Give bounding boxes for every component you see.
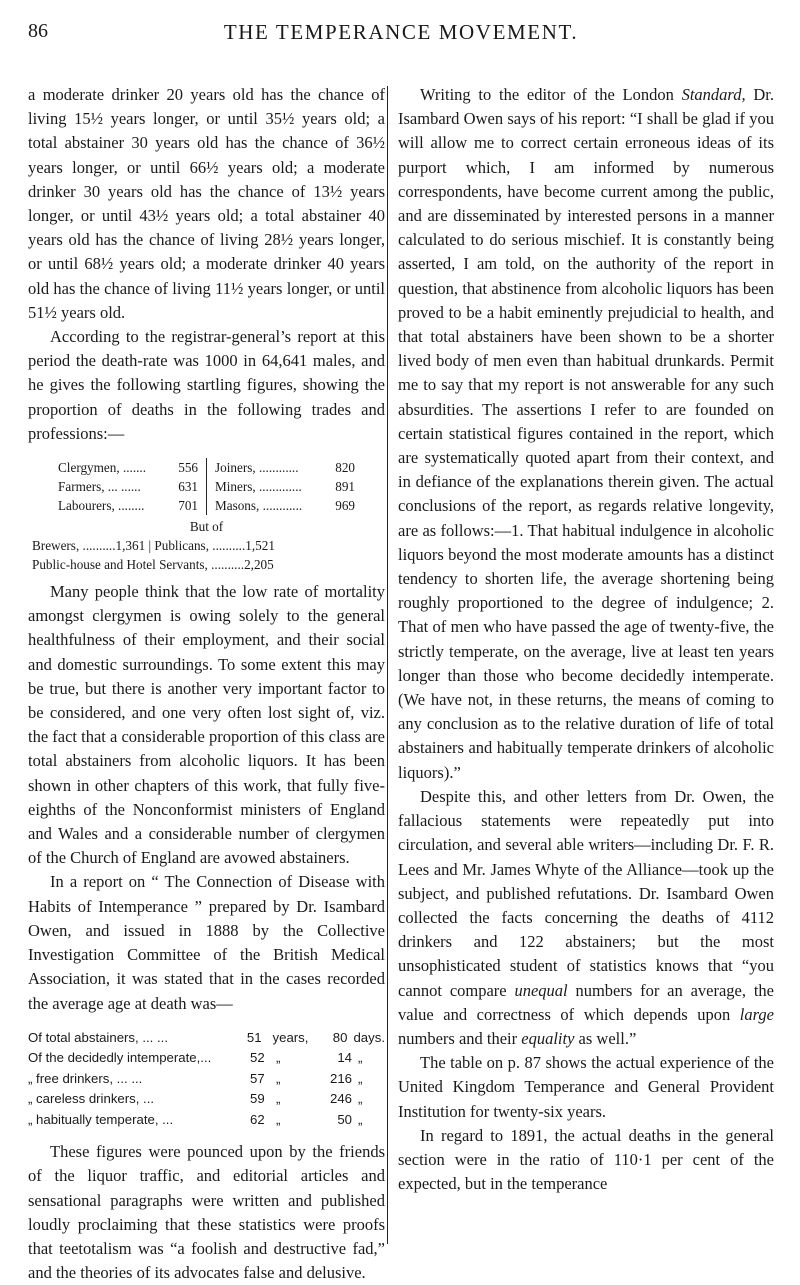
table-row: Of the decidedly intemperate,... 52 „ 14 „ [28, 1050, 363, 1066]
table-row: Farmers, ... ...... 631 [58, 479, 198, 495]
paragraph: The table on p. 87 shows the actual experience of the United Kingdom Temperance and General Provident Institution for twenty-six years. [398, 1053, 774, 1121]
page-header [28, 20, 774, 60]
table-row: Public-house and Hotel Servants, ..........2,205 [32, 557, 274, 573]
paragraph: These figures were pounced upon by the friends of the liquor traffic, and editorial articles and sensational paragraphs were written and published loudly proclaiming that these statistics were proofs that teetotalism was “a foolish and destructive fad,” and the theories of its advocates false and delusive. [28, 1142, 385, 1283]
paragraph: Despite this, and other letters from Dr. Owen, the fallacious statements were repeatedly put into circulation, and several able writers—including Dr. F. R. Lees and Mr. James Whyte of the Alliance—took up the subject, and published refutations. Dr. Isambard Owen collected the facts concerning the deaths of 4112 drinkers and 122 abstainers; but the most unsophisticated student of statistics knows that “you cannot compare unequal numbers for an average, the value and correctness of which depends upon large numbers and their equality as well.” [398, 786, 774, 1048]
table-row: Labourers, ........ 701 [58, 498, 198, 514]
table-row: Brewers, ..........1,361 | Publicans, ..........1,521 [32, 538, 275, 554]
table-row: „ free drinkers, ... ... 57 „ 216 „ [28, 1070, 363, 1086]
table-row: Masons, ............ 969 [215, 498, 355, 514]
page-number: 86 [28, 20, 48, 42]
trades-column-right [207, 458, 363, 515]
paragraph: Many people think that the low rate of mortality amongst clergymen is owing solely to the general healthfulness of their employment, and their social and domestic surroundings. To some extent this may be true, but there is another very important factor to be considered, and one very often lost sight of, viz. the fact that a considerable proportion of this class are total abstainers from alcoholic liquors. It has been shown in other chapters of this work, that fully five-eighths of the Nonconformist ministers of England and Wales and a considerable number of clergymen of the Church of England are avowed abstainers. [28, 582, 385, 868]
age-at-death-table [28, 1028, 385, 1131]
table-row: „ habitually temperate, ... 62 „ 50 „ [28, 1111, 363, 1127]
paragraph: In a report on “ The Connection of Disease with Habits of Intemperance ” prepared by Dr. Isambard Owen, and issued in 1888 by the Collective Investigation Committee of the British Medical Association, it was stated that in the cases recorded the average age at death was— [28, 872, 385, 1013]
table-row: „ careless drinkers, ... 59 „ 246 „ [28, 1091, 363, 1107]
but-of-label: But of [189, 519, 224, 535]
paragraph: Writing to the editor of the London Standard, Dr. Isambard Owen says of his report: “I shall be glad if you will allow me to correct certain erroneous ideas of its purport which, I am informed by numerous correspondents, have become current among the public, and are disseminated by interested persons in a manner calculated to do serious mischief. It is constantly being asserted, I am told, on the authority of the report in question, that abstinence from alcoholic liquors has been proved to be a habit eminently prejudicial to health, and that total abstainers have been shown to be a shorter lived body of men even than habitual drunkards. Permit me to say that my report is not answerable for any such absurdities. The assertions I refer to are founded on certain statistical figures contained in the report, which are systematically quoted apart from their context, and in defiance of the explanations therein given. The actual conclusions of the report, as regards relative longevity, are as follows:—1. That habitual indulgence in alcoholic liquors beyond the most moderate amounts has a distinct tendency to shorten life, the average shortening being roughly proportioned to the degree of indulgence; 2. That of men who have passed the age of twenty-five, the strictly temperate, on the average, live at least ten years longer than those who become decidedly intemperate. (We have not, in these returns, the means of coming to any conclusion as to the relative duration of life of total abstainers and habitually temperate drinkers of alcoholic liquors).” [398, 85, 774, 782]
trades-column-left [50, 458, 207, 515]
running-title: THE TEMPERANCE MOVEMENT. [223, 20, 579, 44]
paragraph: In regard to 1891, the actual deaths in the general section were in the ratio of 110·1 per cent of the expected, but in the temperance [398, 1125, 774, 1194]
trades-death-table [28, 458, 385, 574]
table-row: Joiners, ............ 820 [215, 460, 355, 476]
column-divider [387, 86, 388, 1244]
paragraph: a moderate drinker 20 years old has the chance of living 15½ years longer, or until 35½ years old; a total abstainer 30 years old has the chance of 36½ years longer, or until 66½ years old; a moderate drinker 30 years old has the chance of 13½ years longer, or until 43½ years old; a total abstainer 40 years old has the chance of living 28½ years longer, or until 68½ years old; a moderate drinker 40 years old has the chance of living 11½ years longer, or until 51½ years old. [28, 85, 385, 322]
table-row: Of total abstainers, ... ... 51 years, 80 days. [28, 1029, 385, 1045]
left-column [28, 83, 385, 1285]
paragraph: According to the registrar-general’s report at this period the death-rate was 1000 in 64,641 males, and he gives the following startling figures, showing the proportion of deaths in the following trades and professions:— [28, 327, 385, 443]
table-row: Clergymen, ....... 556 [58, 460, 198, 476]
right-column [398, 83, 774, 1196]
table-row: Miners, ............. 891 [215, 479, 355, 495]
